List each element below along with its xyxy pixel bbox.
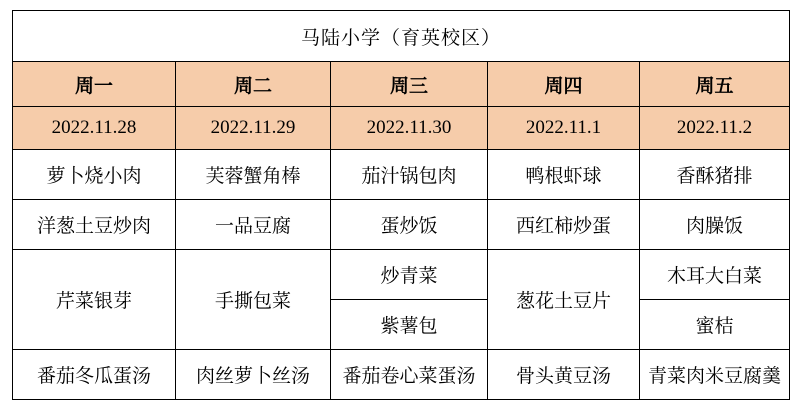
dish-cell: 一品豆腐	[176, 200, 331, 250]
weekday-header-2: 周二	[176, 62, 331, 107]
weekday-header-4: 周四	[488, 62, 640, 107]
date-cell-3: 2022.11.30	[331, 107, 488, 150]
table-row-main-dish	[13, 150, 790, 200]
weekly-menu-table	[12, 10, 790, 400]
dish-cell: 茄汁锅包肉	[331, 150, 488, 200]
weekday-header-3: 周三	[331, 62, 488, 107]
dish-cell: 洋葱土豆炒肉	[13, 200, 176, 250]
date-cell-2: 2022.11.29	[176, 107, 331, 150]
dish-cell: 炒青菜	[331, 250, 488, 300]
weekday-header-1: 周一	[13, 62, 176, 107]
dish-cell: 蛋炒饭	[331, 200, 488, 250]
dish-cell: 芹菜银芽	[13, 250, 176, 350]
dish-cell: 肉臊饭	[640, 200, 790, 250]
weekday-header-5: 周五	[640, 62, 790, 107]
dish-cell: 葱花土豆片	[488, 250, 640, 350]
dish-cell: 青菜肉米豆腐羹	[640, 350, 790, 400]
dish-cell: 肉丝萝卜丝汤	[176, 350, 331, 400]
table-row-second-dish	[13, 200, 790, 250]
dish-cell: 番茄冬瓜蛋汤	[13, 350, 176, 400]
dish-cell: 骨头黄豆汤	[488, 350, 640, 400]
table-row-soup	[13, 350, 790, 400]
dish-cell: 紫薯包	[331, 300, 488, 350]
dish-cell: 蜜桔	[640, 300, 790, 350]
table-row-weekdays	[13, 62, 790, 107]
date-cell-4: 2022.11.1	[488, 107, 640, 150]
table-row-dates	[13, 107, 790, 150]
page-title: 马陆小学（育英校区）	[13, 11, 790, 62]
date-cell-5: 2022.11.2	[640, 107, 790, 150]
table-row-vegetable-top	[13, 250, 790, 300]
dish-cell: 鸭根虾球	[488, 150, 640, 200]
dish-cell: 西红柿炒蛋	[488, 200, 640, 250]
date-cell-1: 2022.11.28	[13, 107, 176, 150]
dish-cell: 番茄卷心菜蛋汤	[331, 350, 488, 400]
table-row-title	[13, 11, 790, 62]
dish-cell: 手撕包菜	[176, 250, 331, 350]
dish-cell: 芙蓉蟹角棒	[176, 150, 331, 200]
dish-cell: 香酥猪排	[640, 150, 790, 200]
dish-cell: 萝卜烧小肉	[13, 150, 176, 200]
dish-cell: 木耳大白菜	[640, 250, 790, 300]
